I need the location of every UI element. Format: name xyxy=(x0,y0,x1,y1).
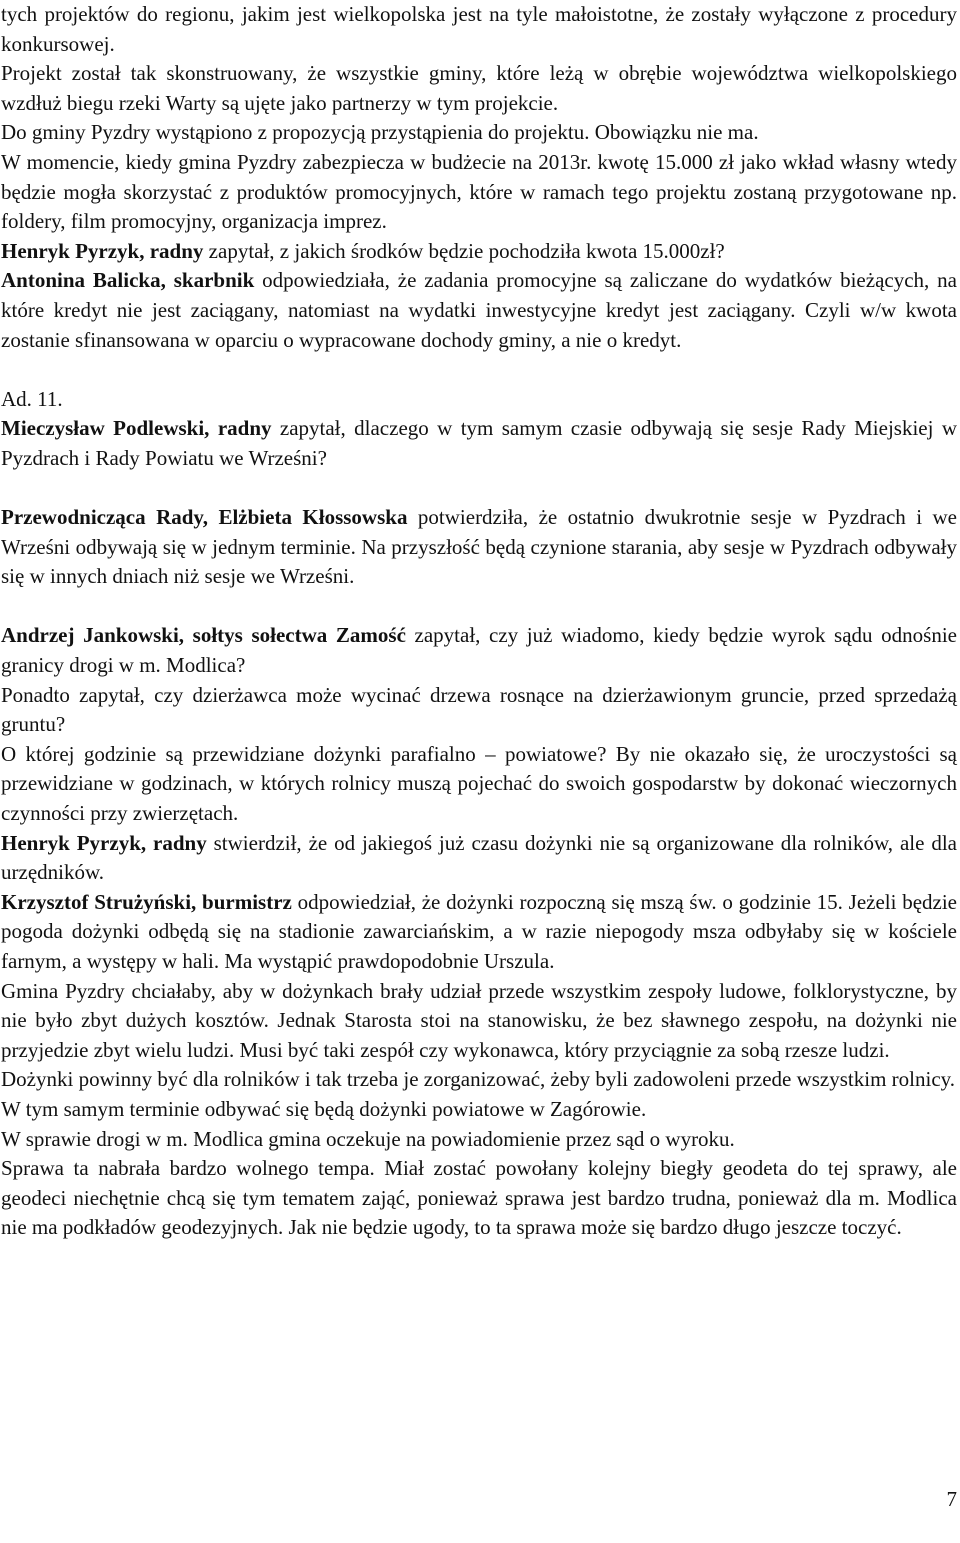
paragraph-text: odpowiedziała, że zadania promocyjne są zaliczane do wydatków bieżących, na które kredyt nie jest zaciągany, natomiast na wydatki inwestycyjne kredyt jest zaciągany. Czyli w/w kwota zostanie sfinansowana w oparciu o wypracowane dochody gminy, a nie o kredyt. xyxy=(1,268,957,352)
paragraph xyxy=(1,1125,957,1155)
paragraph xyxy=(1,1154,957,1243)
paragraph xyxy=(1,681,957,740)
paragraph xyxy=(1,740,957,829)
paragraph-text: odpowiedział, że dożynki rozpoczną się mszą św. o godzinie 15. Jeżeli będzie pogoda dożynki odbędą się na stadionie zawarciańskim, a w razie niepogody msza odbyłaby się w kościele farnym, a występy w hali. Ma wystąpić prawdopodobnie Urszula. xyxy=(1,889,957,973)
speaker-name: Krzysztof Strużyński, burmistrz xyxy=(1,889,292,914)
paragraph xyxy=(1,414,957,473)
document-body xyxy=(1,0,957,1243)
speaker-name: Mieczysław Podlewski, radny xyxy=(1,416,272,441)
paragraph-text: Ponadto zapytał, czy dzierżawca może wycinać drzewa rosnące na dzierżawionym gruncie, przed sprzedażą gruntu? xyxy=(1,682,957,737)
paragraph xyxy=(1,385,957,415)
paragraph-text: W momencie, kiedy gmina Pyzdry zabezpiecza w budżecie na 2013r. kwotę 15.000 zł jako wkład własny wtedy będzie mogła skorzystać z produktów promocyjnych, które w ramach tego projektu zostaną przygotowane np. foldery, film promocyjny, organizacja imprez. xyxy=(1,149,957,234)
paragraph-text: Projekt został tak skonstruowany, że wszystkie gminy, które leżą w obrębie województwa wielkopolskiego wzdłuż biegu rzeki Warty są ujęte jako partnerzy w tym projekcie. xyxy=(1,61,957,115)
paragraph xyxy=(1,266,957,355)
paragraph-text: potwierdziła, że ostatnio dwukrotnie sesje w Pyzdrach i we Wrześni odbywają się w jednym terminie. Na przyszłość będą czynione starania, aby sesje w Pyzdrach odbywały się w innych dniach niż sesje we Wrześni. xyxy=(1,505,958,589)
paragraph-text: Gmina Pyzdry chciałaby, aby w dożynkach brały udział przede wszystkim zespoły ludowe, folklorystyczne, by nie było zbyt dużych kosztów. Jednak Starosta stoi na stanowisku, że bez sławnego zespołu, na dożynki nie przyjedzie zbyt wielu ludzi. Musi być taki zespół czy wykonawca, który przyciągnie za sobą rzesze ludzi. xyxy=(1,978,957,1062)
paragraph-text: O której godzinie są przewidziane dożynki parafialno – powiatowe? By nie okazało się, że uroczystości są przewidziane w godzinach, w których rolnicy muszą pojechać do swoich gospodarstw by dokonać wieczornych czynności przy zwierzętach. xyxy=(1,741,957,826)
speaker-name: Antonina Balicka, skarbnik xyxy=(1,268,255,293)
speaker-name: Henryk Pyrzyk, radny xyxy=(1,830,207,855)
paragraph-text: Dożynki powinny być dla rolników i tak trzeba je zorganizować, żeby byli zadowoleni przede wszystkim rolnicy. xyxy=(1,1067,956,1092)
paragraph xyxy=(1,1065,957,1095)
paragraph xyxy=(1,148,957,237)
paragraph xyxy=(1,888,957,977)
paragraph xyxy=(1,118,957,148)
speaker-name: Andrzej Jankowski, sołtys sołectwa Zamość xyxy=(1,623,406,648)
paragraph-text: zapytał, z jakich środków będzie pochodziła kwota 15.000zł? xyxy=(203,238,725,263)
paragraph xyxy=(1,829,957,888)
paragraph xyxy=(1,621,957,680)
speaker-name: Przewodnicząca Rady, Elżbieta Kłossowska xyxy=(1,505,408,530)
paragraph-text: stwierdził, że od jakiegoś już czasu dożynki nie są organizowane dla rolników, ale dla urzędników. xyxy=(1,830,957,885)
paragraph xyxy=(1,0,957,59)
paragraph-spacer xyxy=(1,592,957,622)
paragraph-text: zapytał, dlaczego w tym samym czasie odbywają się sesje Rady Miejskiej w Pyzdrach i Rady Powiatu we Wrześni? xyxy=(1,416,957,470)
paragraph xyxy=(1,1095,957,1125)
page-number: 7 xyxy=(946,1487,957,1511)
paragraph-text: Ad. 11. xyxy=(1,386,63,411)
paragraph-text: Do gminy Pyzdry wystąpiono z propozycją przystąpienia do projektu. Obowiązku nie ma. xyxy=(1,120,759,145)
paragraph xyxy=(1,977,957,1066)
paragraph-text: W sprawie drogi w m. Modlica gmina oczekuje na powiadomienie przez sąd o wyroku. xyxy=(1,1126,735,1151)
paragraph-spacer xyxy=(1,355,957,385)
paragraph xyxy=(1,503,957,592)
paragraph-text: tych projektów do regionu, jakim jest wielkopolska jest na tyle małoistotne, że zostały wyłączone z procedury konkursowej. xyxy=(1,2,957,56)
paragraph-text: W tym samym terminie odbywać się będą dożynki powiatowe w Zagórowie. xyxy=(1,1096,647,1121)
paragraph-text: Sprawa ta nabrała bardzo wolnego tempa. Miał zostać powołany kolejny biegły geodeta do tej sprawy, ale geodeci niechętnie chcą się tym tematem zająć, ponieważ sprawa jest bardzo trudna, ponieważ dla m. Modlica nie ma podkładów geodezyjnych. Jak nie będzie ugody, to ta sprawa może się bardzo długo jeszcze toczyć. xyxy=(1,1156,957,1240)
paragraph-spacer xyxy=(1,474,957,504)
paragraph xyxy=(1,59,957,118)
paragraph xyxy=(1,237,957,267)
speaker-name: Henryk Pyrzyk, radny xyxy=(1,238,204,263)
paragraph-text: zapytał, czy już wiadomo, kiedy będzie wyrok sądu odnośnie granicy drogi w m. Modlica? xyxy=(1,623,958,678)
